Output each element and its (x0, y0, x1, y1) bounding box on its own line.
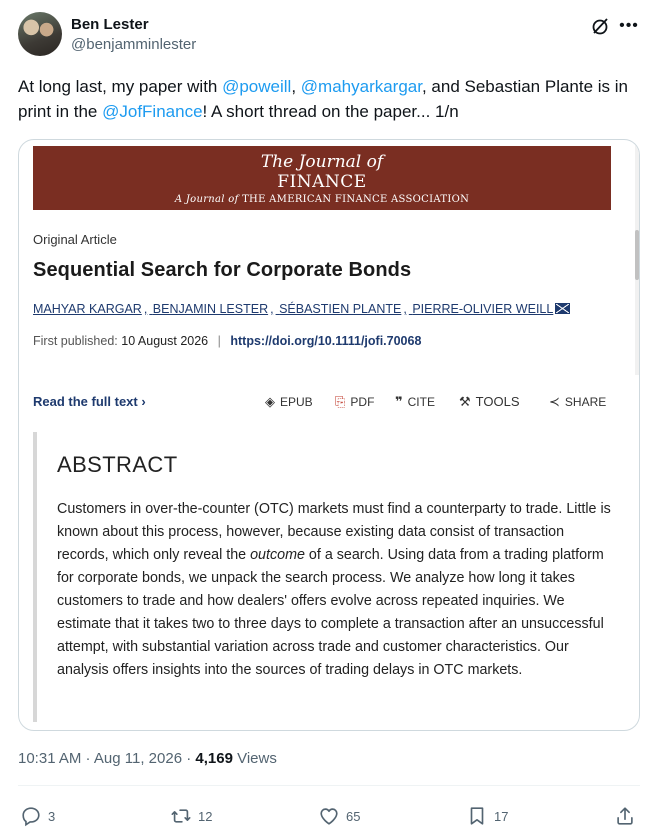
read-full-text-label: Read the full text (33, 394, 138, 409)
epub-button[interactable] (265, 394, 313, 410)
reply-icon (20, 805, 42, 827)
pdf-icon: ⎘ (335, 394, 346, 409)
tools-button[interactable] (459, 394, 520, 410)
author-link[interactable]: BENJAMIN LESTER (152, 302, 269, 316)
tweet-header (18, 12, 640, 60)
tweet-text (18, 74, 638, 124)
tweet-text-part: , and Sebastian Plante is in print in the (18, 77, 629, 121)
bookmark-button[interactable] (466, 802, 508, 830)
abstract-text (57, 498, 617, 682)
views-count: 4,169 (195, 750, 233, 767)
tweet-text-part: , (291, 77, 301, 96)
journal-line1: The Journal of (260, 152, 384, 172)
read-full-text-link[interactable] (33, 394, 146, 409)
abstract-heading: ABSTRACT (57, 452, 178, 477)
abstract-section (33, 432, 611, 722)
like-icon (318, 805, 340, 827)
bookmark-count: 17 (494, 808, 509, 824)
abstract-part: Customers in over-the-counter (OTC) markets must find a counterparty to trade. Little is known about this process, however, because existing data consist of transaction records, which only reveal the (57, 501, 611, 563)
mention-poweill[interactable]: @poweill (222, 77, 292, 96)
share-icon (614, 805, 636, 827)
author-separator: , (143, 302, 148, 316)
article-title: Sequential Search for Corporate Bonds (33, 259, 412, 281)
cite-label: CITE (407, 395, 435, 409)
tweet-text-part: At long last, my paper with (18, 77, 223, 96)
mail-icon[interactable] (555, 303, 570, 314)
handle[interactable]: @benjamminlester (71, 36, 197, 53)
share-tool-icon: ≺ (549, 394, 560, 409)
views-label: Views (232, 750, 277, 767)
publication-info (33, 334, 421, 348)
cite-button[interactable] (395, 394, 435, 410)
media-card[interactable] (18, 139, 640, 731)
author-link[interactable]: PIERRE-OLIVIER WEILL (412, 302, 554, 316)
abstract-emphasis: outcome (250, 547, 305, 563)
tools-icon: ⚒ (459, 394, 471, 409)
repost-count: 12 (198, 808, 213, 824)
journal-line3-prefix: A Journal of (174, 194, 239, 205)
pub-label: First published: (33, 334, 118, 348)
tweet-text-part: ! A short thread on the paper... 1/n (202, 102, 459, 121)
meta-separator: · (81, 750, 94, 767)
like-button[interactable] (318, 802, 360, 830)
scrollbar-thumb[interactable] (635, 230, 639, 280)
article-type: Original Article (33, 232, 117, 247)
epub-label: EPUB (280, 395, 313, 409)
repost-button[interactable] (170, 802, 212, 830)
author-separator: , (270, 302, 274, 316)
pdf-button[interactable] (335, 394, 374, 410)
avatar[interactable] (18, 12, 62, 56)
author-list (33, 302, 572, 316)
like-count: 65 (346, 808, 361, 824)
tweet-time[interactable]: 10:31 AM (18, 750, 82, 767)
meta-separator: · (182, 750, 196, 767)
journal-line2: FINANCE (277, 172, 367, 192)
tools-label: TOOLS (475, 394, 520, 409)
epub-icon: ◈ (265, 394, 275, 409)
mention-mahyarkargar[interactable]: @mahyarkargar (300, 77, 422, 96)
user-block[interactable] (71, 15, 196, 55)
journal-banner (33, 146, 611, 210)
repost-icon (170, 805, 192, 827)
chevron-right-icon: › (141, 394, 146, 409)
display-name[interactable]: Ben Lester (71, 16, 149, 33)
journal-line3 (33, 192, 611, 208)
pub-separator: | (217, 334, 221, 348)
tweet-meta (18, 750, 277, 767)
tweet-date[interactable]: Aug 11, 2026 (93, 750, 183, 767)
share-tool-button[interactable] (549, 394, 606, 410)
grok-icon[interactable] (590, 16, 610, 36)
reply-button[interactable] (20, 802, 55, 830)
cite-icon: ❞ (395, 394, 403, 409)
author-link[interactable]: MAHYAR KARGAR (33, 302, 142, 316)
journal-line3-text: THE AMERICAN FINANCE ASSOCIATION (238, 194, 470, 205)
bookmark-icon (466, 805, 488, 827)
pdf-label: PDF (350, 395, 375, 409)
share-button[interactable] (614, 802, 642, 830)
article-toolbar (33, 390, 611, 414)
more-icon[interactable]: ••• (619, 17, 639, 34)
author-link[interactable]: SÉBASTIEN PLANTE (279, 302, 402, 316)
divider (18, 785, 640, 786)
mention-joffinance[interactable]: @JofFinance (102, 102, 203, 121)
author-separator: , (403, 302, 407, 316)
share-tool-label: SHARE (564, 395, 607, 409)
doi-link[interactable]: https://doi.org/10.1111/jofi.70068 (230, 334, 422, 348)
action-bar (18, 802, 640, 830)
pub-date: 10 August 2026 (121, 334, 209, 348)
reply-count: 3 (48, 808, 56, 824)
abstract-part: of a search. Using data from a trading platform for corporate bonds, we unpack the search process. We analyze how long it takes customers to trade and how dealers' offers evolve across repeated inquiries. We estimate that it takes two to three days to complete a transaction after an unsuccessful attempt, with substantial variation across trade and customer characteristics. Our analysis offers insights into the sources of trading delays in OTC markets. (57, 547, 604, 678)
